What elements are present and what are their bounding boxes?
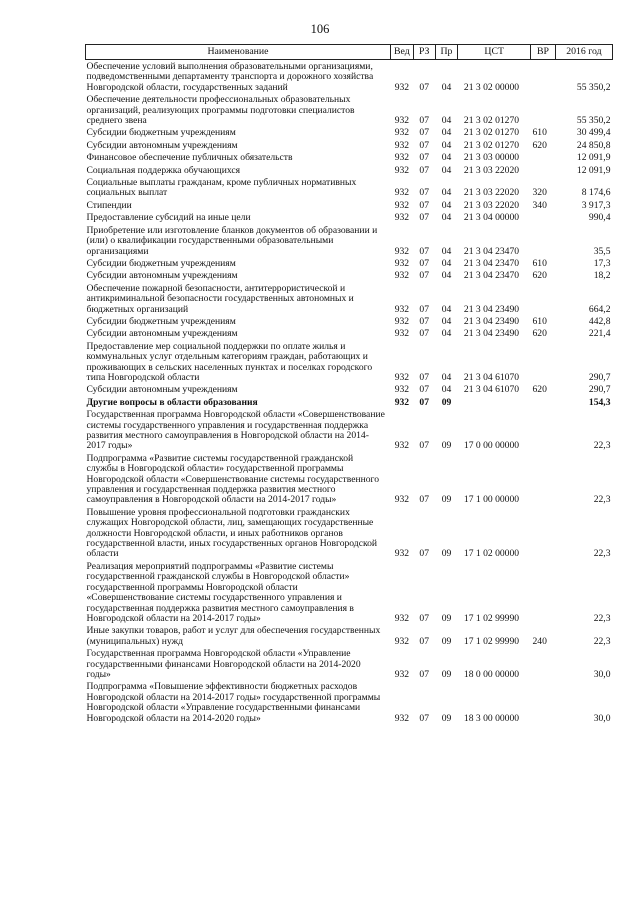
cell-rz: 07 xyxy=(419,548,429,560)
cell-rz: 07 xyxy=(419,371,429,383)
cell-ved: 932 xyxy=(394,139,410,151)
cell-name: Субсидии автономным учреждениям xyxy=(86,328,238,340)
table-row xyxy=(86,139,613,151)
cell-rz: 07 xyxy=(419,612,429,624)
cell-cst: 17 1 00 00000 xyxy=(463,494,520,506)
cell-cst: 21 3 02 01270 xyxy=(463,139,520,151)
cell-pr: 04 xyxy=(441,384,452,396)
cell-pr: 04 xyxy=(441,328,452,340)
cell-cst: 21 3 03 22020 xyxy=(463,164,520,176)
cell-ved: 932 xyxy=(394,187,410,199)
cell-name: Субсидии автономным учреждениям xyxy=(86,384,238,396)
table-row xyxy=(86,680,613,724)
cell-vr xyxy=(531,93,556,126)
cell-sum: 290,7 xyxy=(588,384,611,396)
cell-cst: 21 3 03 22020 xyxy=(463,199,520,211)
table-row xyxy=(86,506,613,560)
cell-vr xyxy=(531,151,556,163)
cell-sum: 24 850,8 xyxy=(576,139,611,151)
table-row xyxy=(86,647,613,680)
cell-sum: 154,3 xyxy=(588,396,611,408)
cell-name: Подпрограмма «Повышение эффективности бюджетных расходов Новгородской области на 2014-2017 годы» государственной программы Новгородской области «Управление государственными финансами Новгородской области на 2014-2020 годы» xyxy=(86,681,381,724)
cell-sum: 3 917,3 xyxy=(581,199,611,211)
cell-vr xyxy=(531,224,556,257)
cell-vr xyxy=(531,282,556,315)
cell-cst: 21 3 04 23490 xyxy=(463,328,520,340)
cell-vr: 620 xyxy=(532,384,547,396)
cell-ved: 932 xyxy=(394,396,410,408)
cell-rz: 07 xyxy=(419,81,429,93)
table-row xyxy=(86,624,613,647)
cell-name: Приобретение или изготовление бланков документов об образовании и (или) о квалификации государственными образовательными организациями xyxy=(86,224,378,257)
cell-pr: 09 xyxy=(441,440,452,452)
cell-cst: 17 1 02 00000 xyxy=(463,548,520,560)
cell-rz: 07 xyxy=(419,303,429,315)
cell-rz: 07 xyxy=(419,668,429,680)
cell-ved: 932 xyxy=(394,384,410,396)
column-header-ved: Вед xyxy=(390,45,413,60)
cell-ved: 932 xyxy=(394,164,410,176)
cell-cst: 21 3 02 01270 xyxy=(463,115,520,127)
cell-cst: 21 3 02 00000 xyxy=(463,81,520,93)
cell-pr: 09 xyxy=(441,548,452,560)
cell-ved: 932 xyxy=(394,199,410,211)
cell-vr: 610 xyxy=(532,315,547,327)
cell-vr xyxy=(531,164,556,176)
cell-pr: 09 xyxy=(441,612,452,624)
cell-vr xyxy=(531,408,556,452)
cell-rz: 07 xyxy=(419,187,429,199)
column-header-name: Наименование xyxy=(86,45,391,60)
cell-pr: 09 xyxy=(441,712,452,724)
cell-pr: 04 xyxy=(441,371,452,383)
cell-ved: 932 xyxy=(394,115,410,127)
cell-pr: 04 xyxy=(441,127,452,139)
cell-name: Подпрограмма «Развитие системы государственной гражданской службы в Новгородской области» государственной программы Новгородской области «Совершенствование системы государственного управления и государственная поддержка развития местного самоуправления в Новгородской области на 2014-2017 годы» xyxy=(86,452,380,506)
cell-ved: 932 xyxy=(394,371,410,383)
cell-cst: 21 3 04 23490 xyxy=(463,315,520,327)
cell-ved: 932 xyxy=(394,548,410,560)
cell-name: Субсидии бюджетным учреждениям xyxy=(86,315,236,327)
cell-pr: 04 xyxy=(441,187,452,199)
cell-pr: 04 xyxy=(441,303,452,315)
table-row xyxy=(86,211,613,223)
cell-name: Предоставление субсидий на иные цели xyxy=(86,212,251,224)
cell-name: Субсидии автономным учреждениям xyxy=(86,139,238,151)
cell-pr: 04 xyxy=(441,115,452,127)
cell-sum: 990,4 xyxy=(588,212,611,224)
budget-sheet xyxy=(85,44,613,724)
cell-name: Повышение уровня профессиональной подготовки гражданских служащих Новгородской области, лиц, замещающих государственные должности Новгородской области, и иных работников органов государственной власти, иных государственных органов Новгородской области xyxy=(86,506,378,560)
cell-vr xyxy=(531,340,556,384)
cell-sum: 442,8 xyxy=(588,315,611,327)
cell-name: Стипендии xyxy=(86,199,132,211)
cell-vr xyxy=(531,560,556,624)
cell-name: Финансовое обеспечение публичных обязательств xyxy=(86,152,293,164)
column-header-pr: Пр xyxy=(435,45,458,60)
cell-vr: 620 xyxy=(532,139,547,151)
cell-pr: 04 xyxy=(441,81,452,93)
cell-cst: 21 3 03 00000 xyxy=(463,152,520,164)
table-row xyxy=(86,257,613,269)
table-row xyxy=(86,164,613,176)
cell-name: Предоставление мер социальной поддержки по оплате жилья и коммунальных услуг отдельным категориям граждан, работающих и проживающих в сельских населенных пунктах и поселках городского типа Новгородской области xyxy=(86,340,373,383)
cell-name: Субсидии автономным учреждениям xyxy=(86,270,238,282)
cell-name: Субсидии бюджетным учреждениям xyxy=(86,257,236,269)
cell-sum: 35,5 xyxy=(593,245,611,257)
cell-rz: 07 xyxy=(419,127,429,139)
cell-pr: 04 xyxy=(441,164,452,176)
cell-rz: 07 xyxy=(419,115,429,127)
cell-ved: 932 xyxy=(394,494,410,506)
cell-vr: 340 xyxy=(532,199,547,211)
table-row xyxy=(86,408,613,452)
cell-ved: 932 xyxy=(394,152,410,164)
table-row xyxy=(86,151,613,163)
table-row xyxy=(86,224,613,257)
cell-sum: 30 499,4 xyxy=(576,127,611,139)
cell-vr: 620 xyxy=(532,270,547,282)
cell-vr xyxy=(531,396,556,408)
column-header-rz: РЗ xyxy=(413,45,435,60)
cell-ved: 932 xyxy=(394,635,410,647)
cell-name: Реализация мероприятий подпрограммы «Развитие системы государственной гражданской службы в Новгородской области» государственной программы Новгородской области «Совершенствование системы государственного управления и государственная поддержка развития местного самоуправления в Новгородской области на 2014-2017 годы» xyxy=(86,560,354,624)
table-body xyxy=(86,60,613,724)
cell-rz: 07 xyxy=(419,199,429,211)
cell-rz: 07 xyxy=(419,164,429,176)
cell-ved: 932 xyxy=(394,303,410,315)
table-row xyxy=(86,560,613,624)
cell-cst: 21 3 02 01270 xyxy=(463,127,520,139)
cell-rz: 07 xyxy=(419,440,429,452)
cell-sum: 18,2 xyxy=(593,270,611,282)
table-row xyxy=(86,315,613,327)
table-row xyxy=(86,396,613,408)
cell-pr: 04 xyxy=(441,257,452,269)
cell-sum: 12 091,9 xyxy=(576,164,611,176)
cell-rz: 07 xyxy=(419,396,429,408)
cell-rz: 07 xyxy=(419,635,429,647)
table-header xyxy=(86,45,613,60)
cell-sum: 30,0 xyxy=(593,668,611,680)
cell-vr xyxy=(531,452,556,506)
cell-ved: 932 xyxy=(394,712,410,724)
cell-ved: 932 xyxy=(394,81,410,93)
cell-cst: 21 3 04 00000 xyxy=(463,212,520,224)
table-row xyxy=(86,126,613,138)
cell-vr: 620 xyxy=(532,328,547,340)
cell-name: Социальные выплаты гражданам, кроме публичных нормативных социальных выплат xyxy=(86,177,357,199)
cell-sum: 22,3 xyxy=(593,440,611,452)
cell-rz: 07 xyxy=(419,212,429,224)
page-number: 106 xyxy=(310,22,330,36)
cell-vr: 240 xyxy=(532,635,547,647)
cell-cst xyxy=(458,396,531,408)
table-row xyxy=(86,269,613,281)
cell-vr: 610 xyxy=(532,257,547,269)
cell-pr: 09 xyxy=(441,494,452,506)
cell-ved: 932 xyxy=(394,270,410,282)
table-row xyxy=(86,93,613,126)
cell-cst: 21 3 03 22020 xyxy=(463,187,520,199)
cell-vr: 610 xyxy=(532,127,547,139)
cell-pr: 04 xyxy=(441,315,452,327)
cell-vr xyxy=(531,647,556,680)
table-row xyxy=(86,383,613,395)
table-row xyxy=(86,60,613,94)
cell-sum: 221,4 xyxy=(588,328,611,340)
cell-sum: 8 174,6 xyxy=(581,187,611,199)
cell-ved: 932 xyxy=(394,315,410,327)
cell-ved: 932 xyxy=(394,668,410,680)
cell-rz: 07 xyxy=(419,139,429,151)
cell-sum: 290,7 xyxy=(588,371,611,383)
cell-pr: 04 xyxy=(441,152,452,164)
cell-ved: 932 xyxy=(394,245,410,257)
cell-sum: 55 350,2 xyxy=(576,115,611,127)
cell-name: Обеспечение пожарной безопасности, антитеррористической и антикриминальной безопасности государственных автономных и бюджетных организаций xyxy=(86,282,354,315)
cell-cst: 17 1 02 99990 xyxy=(463,635,520,647)
cell-cst: 21 3 04 61070 xyxy=(463,371,520,383)
cell-cst: 21 3 04 23490 xyxy=(463,303,520,315)
cell-sum: 22,3 xyxy=(593,494,611,506)
cell-vr xyxy=(531,211,556,223)
cell-name: Государственная программа Новгородской области «Управление государственными финансами Новгородской области на 2014-2020 годы» xyxy=(86,648,361,680)
cell-name: Другие вопросы в области образования xyxy=(86,396,258,408)
cell-name: Обеспечение деятельности профессиональных образовательных организаций, реализующих программы подготовки специалистов среднего звена xyxy=(86,94,355,127)
cell-ved: 932 xyxy=(394,212,410,224)
column-header-vr: ВР xyxy=(531,45,556,60)
cell-ved: 932 xyxy=(394,328,410,340)
cell-cst: 21 3 04 23470 xyxy=(463,257,520,269)
table-row xyxy=(86,452,613,506)
cell-pr: 04 xyxy=(441,212,452,224)
cell-vr xyxy=(531,506,556,560)
cell-sum: 664,2 xyxy=(588,303,611,315)
cell-vr xyxy=(531,60,556,94)
cell-pr: 09 xyxy=(441,396,452,408)
cell-rz: 07 xyxy=(419,328,429,340)
cell-name: Обеспечение условий выполнения образовательными организациями, подведомственными департаменту транспорта и дорожного хозяйства Новгородской области, государственных заданий xyxy=(86,61,374,93)
cell-cst: 17 0 00 00000 xyxy=(463,440,520,452)
column-header-sum: 2016 год xyxy=(555,45,612,60)
cell-pr: 09 xyxy=(441,635,452,647)
table-row xyxy=(86,176,613,199)
cell-sum: 55 350,2 xyxy=(576,81,611,93)
cell-cst: 21 3 04 23470 xyxy=(463,270,520,282)
cell-pr: 04 xyxy=(441,270,452,282)
cell-pr: 04 xyxy=(441,245,452,257)
cell-rz: 07 xyxy=(419,384,429,396)
cell-rz: 07 xyxy=(419,494,429,506)
cell-rz: 07 xyxy=(419,152,429,164)
cell-cst: 21 3 04 23470 xyxy=(463,245,520,257)
cell-cst: 18 0 00 00000 xyxy=(463,668,520,680)
cell-cst: 21 3 04 61070 xyxy=(463,384,520,396)
cell-sum: 17,3 xyxy=(593,257,611,269)
cell-pr: 09 xyxy=(441,668,452,680)
cell-name: Социальная поддержка обучающихся xyxy=(86,164,241,176)
cell-ved: 932 xyxy=(394,257,410,269)
cell-name: Иные закупки товаров, работ и услуг для обеспечения государственных (муниципальных) нужд xyxy=(86,625,381,647)
cell-pr: 04 xyxy=(441,199,452,211)
cell-sum: 22,3 xyxy=(593,612,611,624)
cell-rz: 07 xyxy=(419,245,429,257)
cell-ved: 932 xyxy=(394,612,410,624)
cell-rz: 07 xyxy=(419,712,429,724)
cell-sum: 30,0 xyxy=(593,712,611,724)
cell-sum: 22,3 xyxy=(593,635,611,647)
table-row xyxy=(86,199,613,211)
cell-cst: 18 3 00 00000 xyxy=(463,712,520,724)
table-row xyxy=(86,282,613,315)
cell-ved: 932 xyxy=(394,127,410,139)
cell-rz: 07 xyxy=(419,257,429,269)
cell-name: Субсидии бюджетным учреждениям xyxy=(86,127,236,139)
cell-rz: 07 xyxy=(419,270,429,282)
cell-vr: 320 xyxy=(532,187,547,199)
budget-table xyxy=(85,44,613,724)
cell-rz: 07 xyxy=(419,315,429,327)
table-row xyxy=(86,327,613,339)
table-row xyxy=(86,340,613,384)
cell-sum: 12 091,9 xyxy=(576,152,611,164)
cell-ved: 932 xyxy=(394,440,410,452)
cell-pr: 04 xyxy=(441,139,452,151)
cell-cst: 17 1 02 99990 xyxy=(463,612,520,624)
cell-name: Государственная программа Новгородской области «Совершенствование системы государственного управления и государственная поддержка развития местного самоуправления в Новгородской области на 2014-2017 годы» xyxy=(86,409,385,452)
cell-sum: 22,3 xyxy=(593,548,611,560)
column-header-cst: ЦСТ xyxy=(458,45,531,60)
cell-vr xyxy=(531,680,556,724)
